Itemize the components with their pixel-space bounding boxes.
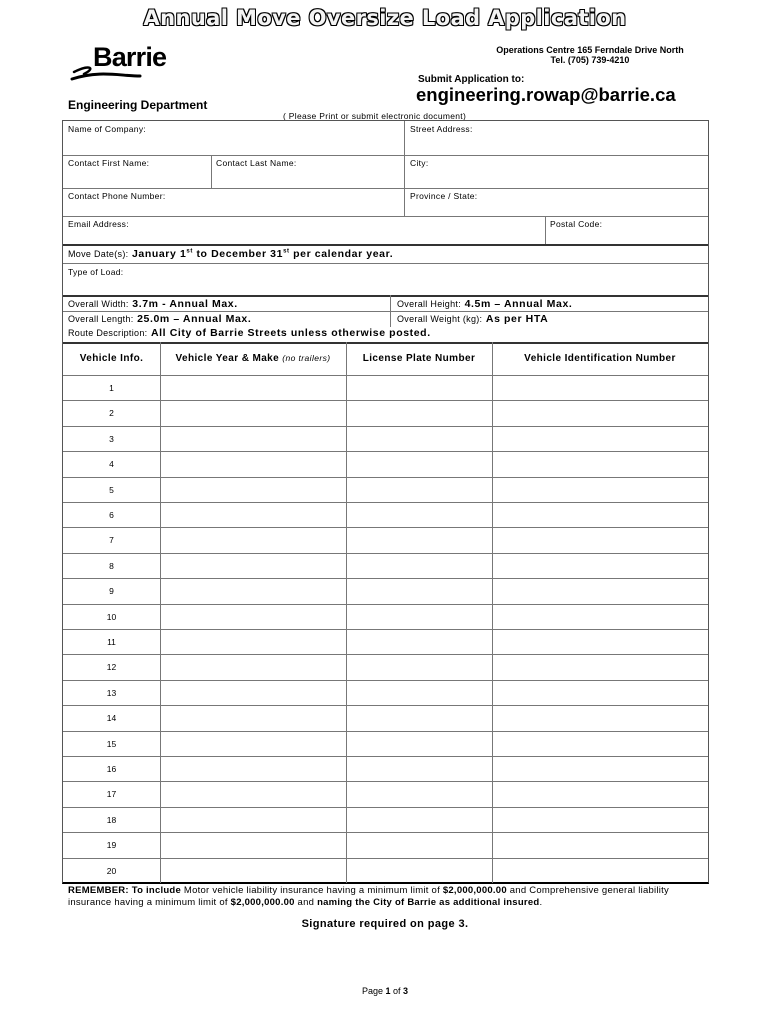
year-make-cell[interactable] xyxy=(160,680,346,705)
route-value: All City of Barrie Streets unless otherwise posted. xyxy=(150,327,431,339)
year-make-cell[interactable] xyxy=(160,705,346,730)
move-dates-value: January 1st to December 31st per calendar year. xyxy=(131,248,394,260)
vehicle-row-number: 2 xyxy=(109,408,114,419)
vin-cell[interactable] xyxy=(492,807,708,832)
phone-field[interactable]: Contact Phone Number: xyxy=(68,191,166,201)
vin-cell[interactable] xyxy=(492,553,708,578)
vehicle-row-number: 11 xyxy=(107,637,116,647)
last-name-field[interactable]: Contact Last Name: xyxy=(216,158,297,168)
document-title: Annual Move Oversize Load Application xyxy=(143,6,627,30)
year-make-header: Vehicle Year & Make (no trailers) xyxy=(175,353,331,364)
company-name-field[interactable]: Name of Company: xyxy=(68,124,147,134)
department-name: Engineering Department xyxy=(68,98,208,112)
license-plate-cell[interactable] xyxy=(346,604,492,629)
vehicle-row-number: 9 xyxy=(109,586,114,597)
overall-height-row xyxy=(397,298,572,310)
vehicle-row-number: 20 xyxy=(106,865,117,876)
vin-cell[interactable] xyxy=(492,375,708,400)
vin-cell[interactable] xyxy=(492,654,708,679)
length-label: Overall Length: xyxy=(68,314,134,324)
vehicle-row-number: 18 xyxy=(106,814,117,825)
vin-cell[interactable] xyxy=(492,680,708,705)
overall-weight-row xyxy=(397,313,548,325)
license-plate-cell[interactable] xyxy=(346,629,492,654)
weight-label: Overall Weight (kg): xyxy=(397,314,483,324)
height-value: 4.5m – Annual Max. xyxy=(464,298,573,310)
vehicle-info-header: Vehicle Info. xyxy=(79,353,144,364)
address-block xyxy=(440,45,740,65)
length-value: 25.0m – Annual Max. xyxy=(137,313,252,325)
route-label: Route Description: xyxy=(68,328,148,338)
year-make-cell[interactable] xyxy=(160,654,346,679)
vin-cell[interactable] xyxy=(492,731,708,756)
license-plate-cell[interactable] xyxy=(346,375,492,400)
no-trailers-note: (no trailers) xyxy=(282,353,331,363)
year-make-cell[interactable] xyxy=(160,731,346,756)
year-make-cell[interactable] xyxy=(160,629,346,654)
year-make-cell[interactable] xyxy=(160,375,346,400)
license-plate-cell[interactable] xyxy=(346,477,492,502)
vehicle-row-number: 15 xyxy=(106,738,117,749)
vehicle-row-number: 7 xyxy=(109,535,114,546)
phone-line: Tel. (705) 739-4210 xyxy=(550,55,630,65)
insurance-reminder: REMEMBER: To include Motor vehicle liability insurance having a minimum limit of $2,000,000.00 and Comprehensive general liability insurance having a minimum limit of $2,000,000.00 and naming the City of Barrie as additional insured. xyxy=(68,885,670,908)
route-row xyxy=(68,327,431,339)
address-line: Operations Centre 165 Ferndale Drive North xyxy=(496,45,684,55)
vin-cell[interactable] xyxy=(492,781,708,806)
vin-cell[interactable] xyxy=(492,400,708,425)
year-make-cell[interactable] xyxy=(160,527,346,552)
year-make-cell[interactable] xyxy=(160,553,346,578)
license-plate-cell[interactable] xyxy=(346,400,492,425)
year-make-cell[interactable] xyxy=(160,832,346,857)
height-label: Overall Height: xyxy=(397,299,462,309)
license-plate-header: License Plate Number xyxy=(362,353,476,364)
overall-length-row xyxy=(68,313,251,325)
province-field[interactable]: Province / State: xyxy=(410,191,478,201)
year-make-cell[interactable] xyxy=(160,781,346,806)
license-plate-cell[interactable] xyxy=(346,553,492,578)
year-make-cell[interactable] xyxy=(160,858,346,883)
move-dates-label: Move Date(s): xyxy=(68,249,129,259)
year-make-cell[interactable] xyxy=(160,400,346,425)
vin-cell[interactable] xyxy=(492,502,708,527)
vin-cell[interactable] xyxy=(492,426,708,451)
vin-cell[interactable] xyxy=(492,832,708,857)
barrie-logo: Barrie xyxy=(93,42,167,72)
vehicle-table xyxy=(63,342,708,883)
vehicle-row-number: 16 xyxy=(106,764,117,774)
vehicle-row-number: 6 xyxy=(109,510,114,520)
vehicle-row-number: 5 xyxy=(109,484,114,495)
vin-cell[interactable] xyxy=(492,451,708,476)
license-plate-cell[interactable] xyxy=(346,832,492,857)
vin-cell[interactable] xyxy=(492,578,708,603)
year-make-cell[interactable] xyxy=(160,807,346,832)
vin-cell[interactable] xyxy=(492,527,708,552)
license-plate-cell[interactable] xyxy=(346,578,492,603)
vehicle-row-number: 12 xyxy=(106,662,117,673)
signature-note: Signature required on page 3. xyxy=(301,918,469,930)
year-make-cell[interactable] xyxy=(160,756,346,781)
year-make-cell[interactable] xyxy=(160,426,346,451)
license-plate-cell[interactable] xyxy=(346,451,492,476)
license-plate-cell[interactable] xyxy=(346,781,492,806)
application-form xyxy=(62,120,709,884)
weight-value: As per HTA xyxy=(485,313,549,325)
vehicle-row-number: 10 xyxy=(106,611,117,622)
street-address-field[interactable]: Street Address: xyxy=(410,124,473,134)
license-plate-cell[interactable] xyxy=(346,654,492,679)
vin-cell[interactable] xyxy=(492,629,708,654)
license-plate-cell[interactable] xyxy=(346,502,492,527)
vin-header: Vehicle Identification Number xyxy=(524,353,676,364)
year-make-cell[interactable] xyxy=(160,604,346,629)
overall-width-row xyxy=(68,298,238,310)
vin-cell[interactable] xyxy=(492,756,708,781)
city-field[interactable]: City: xyxy=(410,158,429,168)
license-plate-cell[interactable] xyxy=(346,527,492,552)
year-make-cell[interactable] xyxy=(160,451,346,476)
vin-cell[interactable] xyxy=(492,604,708,629)
year-make-cell[interactable] xyxy=(160,477,346,502)
license-plate-cell[interactable] xyxy=(346,756,492,781)
license-plate-cell[interactable] xyxy=(346,731,492,756)
vehicle-row-number: 14 xyxy=(106,713,117,724)
move-dates-row xyxy=(68,248,393,260)
email-address-field[interactable]: Email Address: xyxy=(68,219,129,229)
year-make-cell[interactable] xyxy=(160,578,346,603)
page-number: Page 1 of 3 xyxy=(361,986,409,996)
vin-cell[interactable] xyxy=(492,705,708,730)
vehicle-row-number: 3 xyxy=(109,433,114,444)
license-plate-cell[interactable] xyxy=(346,680,492,705)
vin-cell[interactable] xyxy=(492,477,708,502)
license-plate-cell[interactable] xyxy=(346,858,492,883)
year-make-cell[interactable] xyxy=(160,502,346,527)
vehicle-row-number: 13 xyxy=(106,687,117,698)
print-note: ( Please Print or submit electronic document) xyxy=(283,111,467,121)
submission-email: engineering.rowap@barrie.ca xyxy=(416,84,676,105)
width-label: Overall Width: xyxy=(68,299,129,309)
vehicle-row-number: 1 xyxy=(109,383,114,393)
first-name-field[interactable]: Contact First Name: xyxy=(68,158,150,168)
vehicle-row-number: 17 xyxy=(106,789,117,800)
postal-code-field[interactable]: Postal Code: xyxy=(550,219,603,229)
vin-cell[interactable] xyxy=(492,858,708,883)
vehicle-row-number: 19 xyxy=(106,840,117,851)
vehicle-row-number: 8 xyxy=(109,560,114,571)
vehicle-row-number: 4 xyxy=(109,459,114,470)
license-plate-cell[interactable] xyxy=(346,426,492,451)
license-plate-cell[interactable] xyxy=(346,705,492,730)
width-value: 3.7m - Annual Max. xyxy=(132,298,238,310)
submit-label: Submit Application to: xyxy=(418,74,525,85)
load-type-field[interactable]: Type of Load: xyxy=(68,267,124,277)
license-plate-cell[interactable] xyxy=(346,807,492,832)
